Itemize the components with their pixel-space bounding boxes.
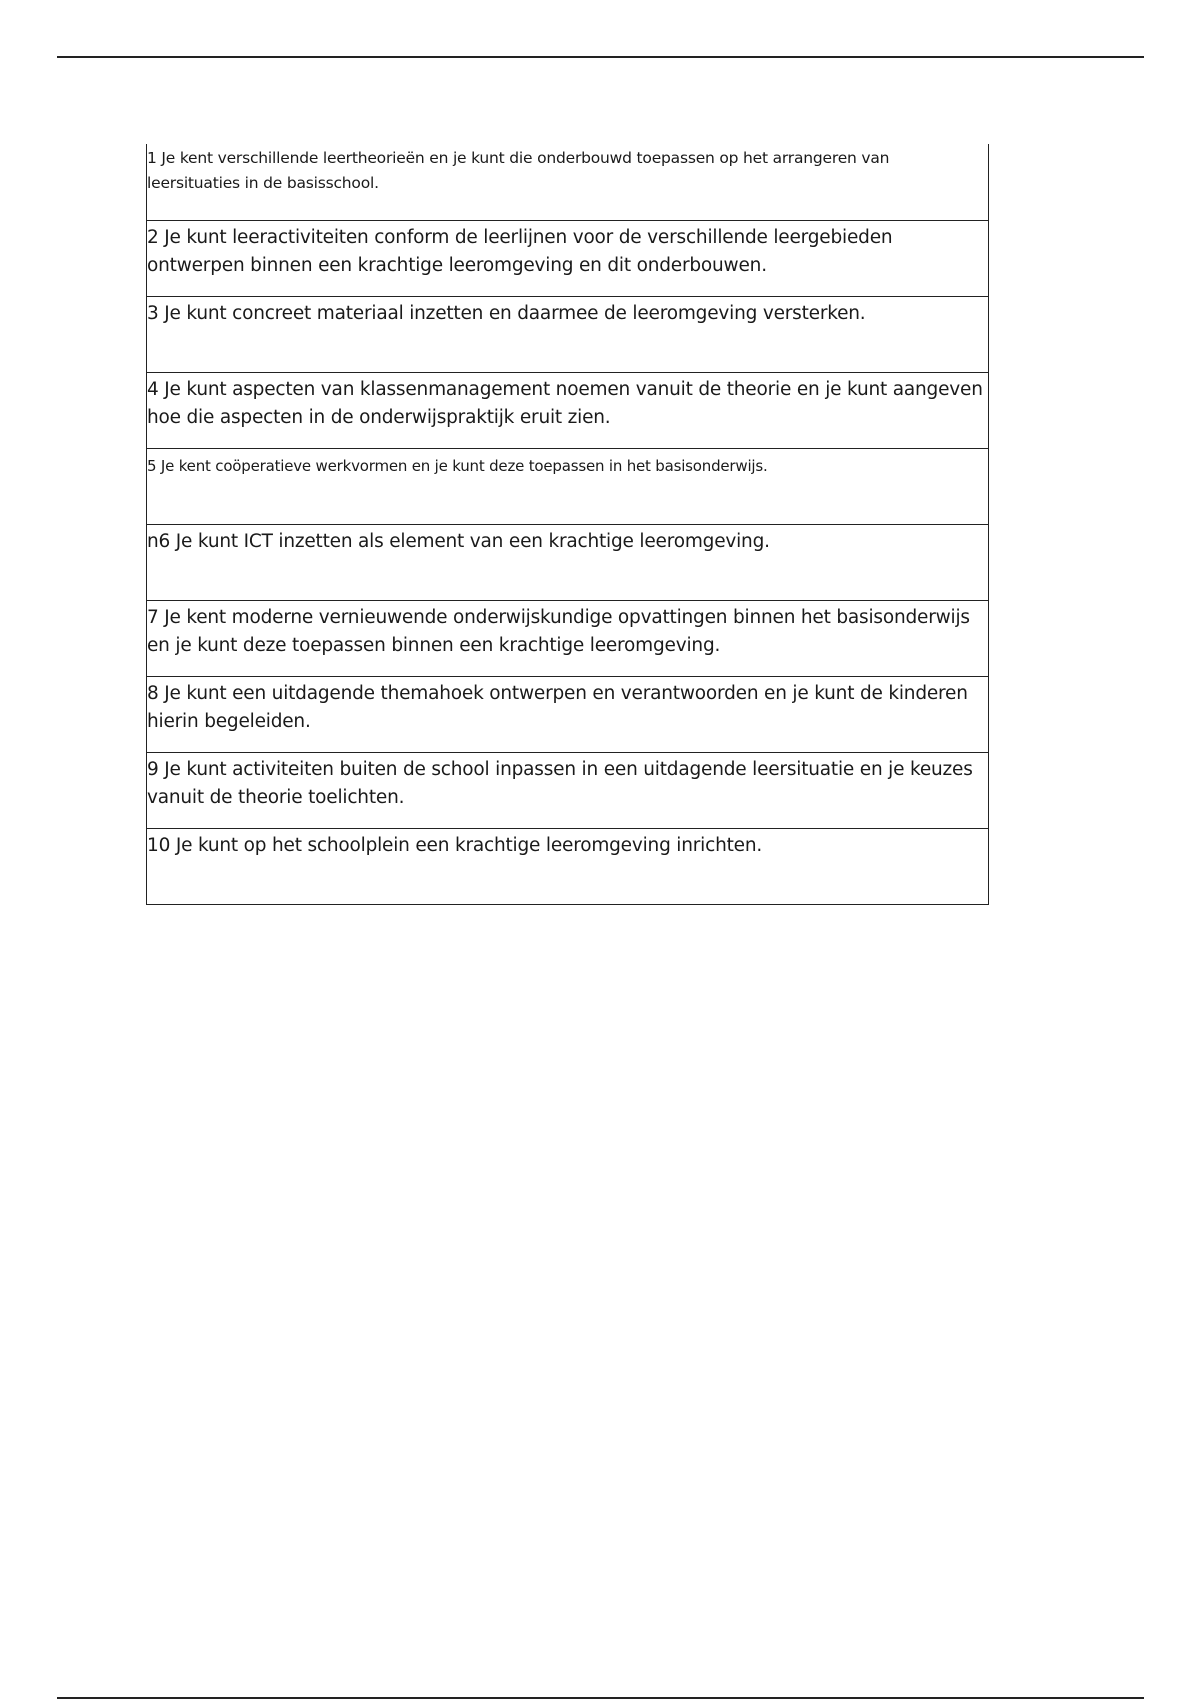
- table-cell: [147, 373, 989, 449]
- table-row: [147, 144, 989, 221]
- competence-10: 10 Je kunt op het schoolplein een krachtige leeromgeving inrichten.: [147, 835, 763, 856]
- table-cell: [147, 525, 989, 601]
- table-row: [147, 373, 989, 449]
- table-row: [147, 449, 989, 525]
- competence-8: 8 Je kunt een uitdagende themahoek ontwerpen en verantwoorden en je kunt de kinderen hierin begeleiden.: [147, 683, 968, 732]
- table-cell: [147, 753, 989, 829]
- table-row: [147, 297, 989, 373]
- table-cell: [147, 144, 989, 221]
- table-row: [147, 829, 989, 905]
- table-cell: [147, 449, 989, 525]
- competence-4: 4 Je kunt aspecten van klassenmanagement noemen vanuit de theorie en je kunt aangeven hoe die aspecten in de onderwijspraktijk eruit zien.: [147, 379, 983, 428]
- competence-2: 2 Je kunt leeractiviteiten conform de leerlijnen voor de verschillende leergebieden ontwerpen binnen een krachtige leeromgeving en dit onderbouwen.: [147, 227, 893, 276]
- table-row: [147, 525, 989, 601]
- competence-7: 7 Je kent moderne vernieuwende onderwijskundige opvattingen binnen het basisonderwijs en je kunt deze toepassen binnen een krachtige leeromgeving.: [147, 607, 970, 656]
- table-cell: [147, 297, 989, 373]
- table-cell: [147, 601, 989, 677]
- table-cell: [147, 829, 989, 905]
- table-cell: [147, 677, 989, 753]
- competence-3: 3 Je kunt concreet materiaal inzetten en daarmee de leeromgeving versterken.: [147, 303, 866, 324]
- competence-9: 9 Je kunt activiteiten buiten de school inpassen in een uitdagende leersituatie en je keuzes vanuit de theorie toelichten.: [147, 759, 973, 808]
- table-row: [147, 753, 989, 829]
- table-row: [147, 601, 989, 677]
- header-rule: [57, 56, 1144, 58]
- table-cell: [147, 221, 989, 297]
- table-row: [147, 221, 989, 297]
- table-row: [147, 677, 989, 753]
- competence-5: 5 Je kent coöperatieve werkvormen en je kunt deze toepassen in het basisonderwijs.: [147, 457, 768, 475]
- competence-1: 1 Je kent verschillende leertheorieën en je kunt die onderbouwd toepassen op het arrangeren van leersituaties in de basisschool.: [147, 149, 890, 192]
- footer-rule: [57, 1697, 1144, 1699]
- competence-6: n6 Je kunt ICT inzetten als element van een krachtige leeromgeving.: [147, 531, 770, 552]
- competence-table: [146, 144, 989, 905]
